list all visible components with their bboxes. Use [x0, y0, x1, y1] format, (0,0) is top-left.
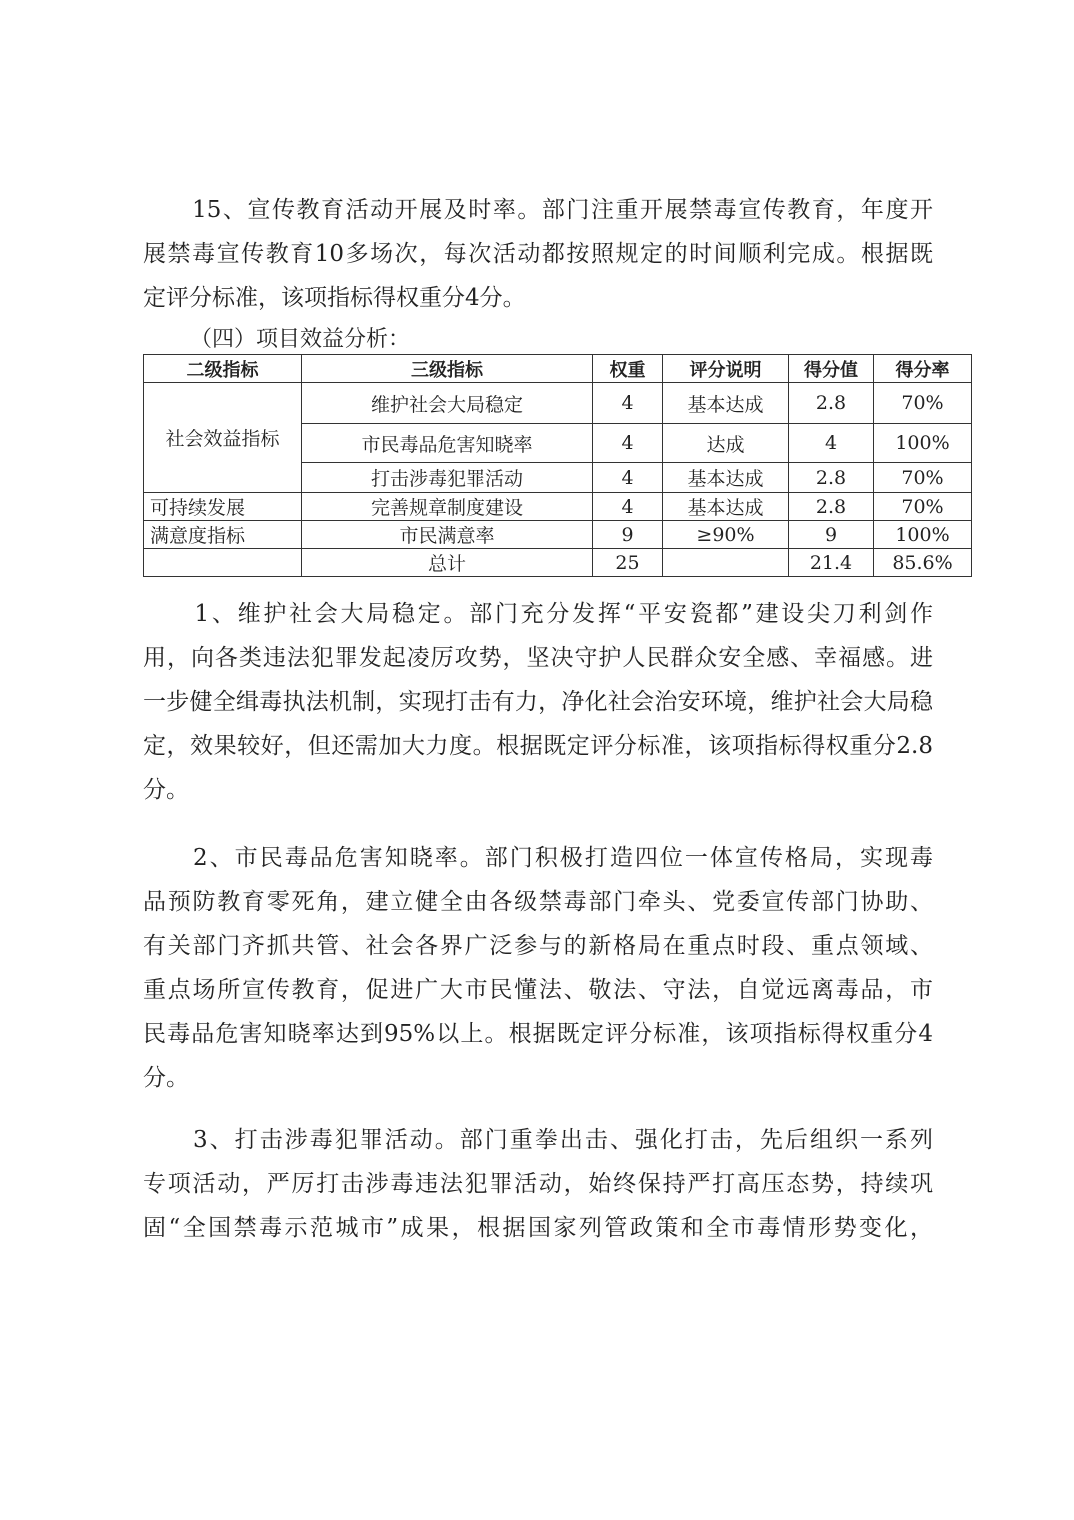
paragraph-3 — [143, 1118, 933, 1250]
table-cell: 满意度指标 — [144, 521, 302, 549]
table-row — [144, 521, 972, 549]
table-cell: 21.4 — [789, 549, 874, 577]
text-line: 展禁毒宣传教育10多场次，每次活动都按照规定的时间顺利完成。根据既 — [143, 241, 933, 267]
table-cell: 打击涉毒犯罪活动 — [302, 463, 593, 493]
text-line: 民毒品危害知晓率达到95%以上。根据既定评分标准，该项指标得权重分4 — [143, 1021, 933, 1047]
paragraph-2 — [143, 836, 933, 1100]
text-line: 品预防教育零死角，建立健全由各级禁毒部门牵头、党委宣传部门协助、 — [143, 889, 933, 915]
header-cell: 三级指标 — [302, 355, 593, 383]
table-cell: 市民毒品危害知晓率 — [302, 424, 593, 463]
table-cell: 完善规章制度建设 — [302, 493, 593, 521]
table-cell: 基本达成 — [663, 383, 789, 424]
table-cell — [144, 549, 302, 577]
table-cell: 市民满意率 — [302, 521, 593, 549]
group-cell: 社会效益指标 — [144, 383, 302, 493]
table-cell: 9 — [789, 521, 874, 549]
benefit-table — [143, 354, 972, 577]
table-cell: 2.8 — [789, 493, 874, 521]
text-line: 固“全国禁毒示范城市”成果，根据国家列管政策和全市毒情形势变化， — [143, 1215, 933, 1241]
header-cell: 二级指标 — [144, 355, 302, 383]
text-line: 1、维护社会大局稳定。部门充分发挥“平安瓷都”建设尖刀利剑作 — [143, 601, 933, 627]
table-cell: 4 — [789, 424, 874, 463]
header-cell: 得分率 — [874, 355, 972, 383]
table-cell: 达成 — [663, 424, 789, 463]
table-row — [144, 493, 972, 521]
text-line: 分。 — [143, 1065, 189, 1091]
paragraph-1 — [143, 592, 933, 812]
table-cell — [663, 549, 789, 577]
table-cell: 4 — [593, 383, 663, 424]
paragraph-15 — [143, 188, 933, 320]
table-cell: 70% — [874, 493, 972, 521]
table-cell: 2.8 — [789, 463, 874, 493]
text-line: 用，向各类违法犯罪发起凌厉攻势，坚决守护人民群众安全感、幸福感。进 — [143, 645, 933, 671]
table-cell: 4 — [593, 463, 663, 493]
text-line: 有关部门齐抓共管、社会各界广泛参与的新格局在重点时段、重点领域、 — [143, 933, 933, 959]
table-cell: 可持续发展 — [144, 493, 302, 521]
table-cell: 维护社会大局稳定 — [302, 383, 593, 424]
table-cell: 4 — [593, 424, 663, 463]
header-cell: 评分说明 — [663, 355, 789, 383]
table-cell: 85.6% — [874, 549, 972, 577]
table-cell: 25 — [593, 549, 663, 577]
text-line: 定，效果较好，但还需加大力度。根据既定评分标准，该项指标得权重分2.8 — [143, 733, 933, 759]
header-cell: 得分值 — [789, 355, 874, 383]
table-header-row — [144, 355, 972, 383]
text-line: 专项活动，严厉打击涉毒违法犯罪活动，始终保持严打高压态势，持续巩 — [143, 1171, 933, 1197]
table-cell: 2.8 — [789, 383, 874, 424]
table-cell: ≥90% — [663, 521, 789, 549]
header-cell: 权重 — [593, 355, 663, 383]
table-cell: 100% — [874, 424, 972, 463]
text-line: 定评分标准，该项指标得权重分4分。 — [143, 285, 526, 311]
text-line: 2、市民毒品危害知晓率。部门积极打造四位一体宣传格局，实现毒 — [143, 845, 933, 871]
table-cell: 基本达成 — [663, 463, 789, 493]
table-cell: 基本达成 — [663, 493, 789, 521]
table-cell: 9 — [593, 521, 663, 549]
section-title: （四）项目效益分析： — [190, 327, 411, 352]
text-line: 一步健全缉毒执法机制，实现打击有力，净化社会治安环境，维护社会大局稳 — [143, 689, 933, 715]
text-line: 分。 — [143, 777, 189, 803]
text-line: 15、宣传教育活动开展及时率。部门注重开展禁毒宣传教育，年度开 — [143, 197, 933, 223]
table-cell: 总计 — [302, 549, 593, 577]
text-line: 重点场所宣传教育，促进广大市民懂法、敬法、守法，自觉远离毒品，市 — [143, 977, 933, 1003]
table-cell: 100% — [874, 521, 972, 549]
text-line: 3、打击涉毒犯罪活动。部门重拳出击、强化打击，先后组织一系列 — [143, 1127, 933, 1153]
table-row — [144, 383, 972, 424]
table-cell: 70% — [874, 383, 972, 424]
table-cell: 4 — [593, 493, 663, 521]
table-total-row — [144, 549, 972, 577]
table-cell: 70% — [874, 463, 972, 493]
